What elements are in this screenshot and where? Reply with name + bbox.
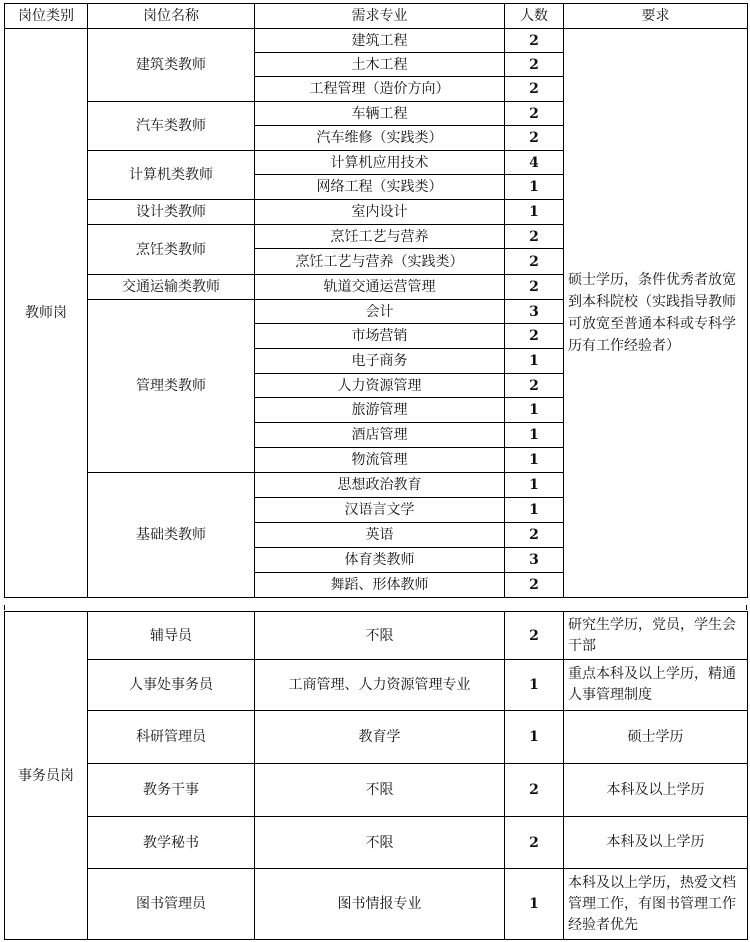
major: 建筑工程 bbox=[255, 29, 505, 53]
headcount: 1 bbox=[505, 711, 564, 764]
headcount: 2 bbox=[505, 573, 564, 598]
major: 图书情报专业 bbox=[255, 869, 505, 940]
requirement: 硕士学历 bbox=[564, 711, 748, 764]
position-name: 汽车类教师 bbox=[88, 102, 255, 151]
position-name: 建筑类教师 bbox=[88, 29, 255, 102]
major: 不限 bbox=[255, 764, 505, 817]
staff-positions-table bbox=[4, 611, 748, 940]
position-name: 图书管理员 bbox=[88, 869, 255, 940]
major: 人力资源管理 bbox=[255, 374, 505, 398]
headcount: 1 bbox=[505, 349, 564, 374]
major: 不限 bbox=[255, 612, 505, 660]
headcount: 2 bbox=[505, 77, 564, 102]
major: 车辆工程 bbox=[255, 102, 505, 126]
headcount: 2 bbox=[505, 523, 564, 548]
requirement: 研究生学历，党员，学生会干部 bbox=[564, 612, 748, 660]
position-name: 科研管理员 bbox=[88, 711, 255, 764]
headcount: 1 bbox=[505, 423, 564, 448]
header-row bbox=[5, 4, 748, 29]
requirement: 重点本科及以上学历，精通人事管理制度 bbox=[564, 660, 748, 711]
headcount: 3 bbox=[505, 548, 564, 573]
major: 会计 bbox=[255, 300, 505, 324]
major: 工程管理（造价方向） bbox=[255, 77, 505, 102]
position-name: 烹饪类教师 bbox=[88, 225, 255, 275]
major: 教育学 bbox=[255, 711, 505, 764]
headcount: 1 bbox=[505, 498, 564, 523]
headcount: 2 bbox=[505, 612, 564, 660]
headcount: 2 bbox=[505, 126, 564, 151]
major: 工商管理、人力资源管理专业 bbox=[255, 660, 505, 711]
requirement: 本科及以上学历，热爱文档管理工作，有图书管理工作经验者优先 bbox=[564, 869, 748, 940]
position-name: 教学秘书 bbox=[88, 817, 255, 869]
table-row bbox=[5, 817, 748, 869]
major: 物流管理 bbox=[255, 448, 505, 473]
teacher-table-body bbox=[5, 4, 748, 598]
major: 烹饪工艺与营养 bbox=[255, 225, 505, 249]
position-name: 交通运输类教师 bbox=[88, 275, 255, 300]
table-row bbox=[5, 612, 748, 660]
table-row bbox=[5, 660, 748, 711]
major: 汉语言文学 bbox=[255, 498, 505, 523]
header-major: 需求专业 bbox=[255, 4, 505, 29]
table-row bbox=[5, 764, 748, 817]
header-position: 岗位名称 bbox=[88, 4, 255, 29]
headcount: 2 bbox=[505, 29, 564, 53]
headcount: 2 bbox=[505, 275, 564, 300]
headcount: 2 bbox=[505, 102, 564, 126]
category-teacher: 教师岗 bbox=[5, 29, 88, 598]
headcount: 3 bbox=[505, 300, 564, 324]
requirement-teacher: 硕士学历，条件优秀者放宽到本科院校（实践指导教师可放宽至普通本科或专科学历有工作经验者） bbox=[564, 29, 748, 598]
major: 汽车维修（实践类） bbox=[255, 126, 505, 151]
header-category: 岗位类别 bbox=[5, 4, 88, 29]
headcount: 1 bbox=[505, 448, 564, 473]
position-name: 辅导员 bbox=[88, 612, 255, 660]
headcount: 1 bbox=[505, 200, 564, 225]
major: 轨道交通运营管理 bbox=[255, 275, 505, 300]
major: 舞蹈、形体教师 bbox=[255, 573, 505, 598]
position-name: 计算机类教师 bbox=[88, 151, 255, 200]
major: 旅游管理 bbox=[255, 398, 505, 423]
major: 不限 bbox=[255, 817, 505, 869]
table-gap bbox=[4, 605, 747, 610]
major: 土木工程 bbox=[255, 53, 505, 77]
major: 网络工程（实践类） bbox=[255, 175, 505, 200]
headcount: 1 bbox=[505, 869, 564, 940]
category-staff: 事务员岗 bbox=[5, 612, 88, 940]
table-row bbox=[5, 29, 748, 53]
headcount: 2 bbox=[505, 817, 564, 869]
table-row bbox=[5, 711, 748, 764]
headcount: 2 bbox=[505, 374, 564, 398]
major: 室内设计 bbox=[255, 200, 505, 225]
position-name: 设计类教师 bbox=[88, 200, 255, 225]
position-name: 教务干事 bbox=[88, 764, 255, 817]
major: 烹饪工艺与营养（实践类） bbox=[255, 249, 505, 275]
major: 电子商务 bbox=[255, 349, 505, 374]
headcount: 2 bbox=[505, 225, 564, 249]
table-row bbox=[5, 869, 748, 940]
headcount: 4 bbox=[505, 151, 564, 175]
major: 市场营销 bbox=[255, 324, 505, 349]
requirement: 本科及以上学历 bbox=[564, 817, 748, 869]
headcount: 2 bbox=[505, 324, 564, 349]
major: 体育类教师 bbox=[255, 548, 505, 573]
major: 英语 bbox=[255, 523, 505, 548]
header-count: 人数 bbox=[505, 4, 564, 29]
requirement: 本科及以上学历 bbox=[564, 764, 748, 817]
position-name: 基础类教师 bbox=[88, 473, 255, 598]
teacher-positions-table bbox=[4, 3, 748, 598]
headcount: 1 bbox=[505, 175, 564, 200]
major: 酒店管理 bbox=[255, 423, 505, 448]
headcount: 1 bbox=[505, 398, 564, 423]
major: 计算机应用技术 bbox=[255, 151, 505, 175]
position-name: 人事处事务员 bbox=[88, 660, 255, 711]
headcount: 2 bbox=[505, 764, 564, 817]
staff-table-body bbox=[5, 612, 748, 940]
major: 思想政治教育 bbox=[255, 473, 505, 498]
headcount: 2 bbox=[505, 53, 564, 77]
headcount: 2 bbox=[505, 249, 564, 275]
position-name: 管理类教师 bbox=[88, 300, 255, 473]
headcount: 1 bbox=[505, 660, 564, 711]
headcount: 1 bbox=[505, 473, 564, 498]
header-requirement: 要求 bbox=[564, 4, 748, 29]
